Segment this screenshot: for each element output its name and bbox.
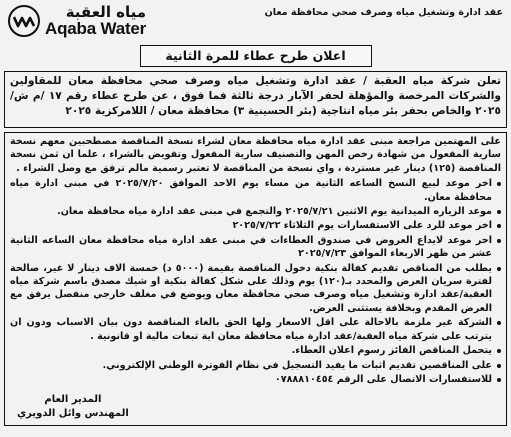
signature xyxy=(17,393,129,421)
signature-name: المهندس وائل الدويري xyxy=(17,408,129,419)
list-item: للاستفسارات الاتصال على الرقم ٠٧٨٨٨١٠٤٥٤ xyxy=(10,373,501,386)
details-intro: على المهتمين مراجعة مبنى عقد ادارة مياه محافظة معان لشراء نسخة المناقصة مصطحبين معهم نسخة سارية المفعول من شهادة رخص المهن والتصنيف سارية المفعول وتفويض بالشراء ، علما ان ثمن نسخة المناقصة (١٢٥) دينار غير مستردة ، واي نسخة من المناقصة لا تعتبر رسمية مالم ترفق مع وصل الشراء . xyxy=(10,136,501,174)
list-item: اخر موعد لايداع العروض في صندوق العطاءات في مبنى عقد ادارة مياه محافظة معان الساعه الثانية عشر من ظهر الاربعاء الموافق ٢٠٢٥/٧/٢٣ xyxy=(10,234,501,261)
list-item: على المناقصين تقديم اثبات ما يفيد التسجيل في نظام الفوترة الوطني الإلكتروني. xyxy=(10,359,501,372)
list-item: يتحمل المناقص الفائز رسوم اعلان العطاء. xyxy=(10,344,501,357)
announcement-title: اعلان طرح عطاء للمرة الثانية xyxy=(140,45,372,67)
logo-english: Aqaba Water xyxy=(45,19,147,38)
list-item: اخر موعد للرد على الاستفسارات يوم الثلاثاء ٢٠٢٥/٧/٢٢ xyxy=(10,219,501,232)
tender-summary: تعلن شركة مياه العقبة / عقد ادارة وتشغيل مياه وصرف صحي محافظة معان للمقاولين والشركات المرخصة والمؤهلة لحفر الآبار درجة ثالثة فما فوق ، عن طرح عطاء رقم ١٧ /م ش/٢٠٢٥ والخاص بحفر بئر مياه انتاجية (بئر الحسينية ٣) محافظة معان / اللامركزية ٢٠٢٥ xyxy=(4,71,507,128)
company-name: عقد ادارة وتشغيل مياه وصرف صحي محافظة معان xyxy=(264,7,503,18)
list-item: الشركة غير ملزمة بالاحالة على اقل الاسعار ولها الحق بالغاء المناقصة دون بيان الاسباب ودون ان يترتب على شركة مياه العقبة/عقد ادارة مياه محافظة معان اية تبعات مالية او قانونية . xyxy=(10,316,501,343)
tender-details xyxy=(4,132,507,426)
list-item: يطلب من المناقص تقديم كفالة بنكية دخول المناقصة بقيمة (٥٠٠٠ د) خمسة الاف دينار لا غير، صالحة لفترة سريان العرض والمحدد بـ(١٢٠) يوم وذلك على شكل كفالة بنكية او شيك مصدق باسم شركة مياه العقبة/عقد ادارة وتشغيل مياه وصرف صحي محافظة معان ويوضع في مغلف خارجي منفصل يرفق مع العرض المقدم وبخلافة يستثنى العرض. xyxy=(10,262,501,316)
signature-role: المدير العام xyxy=(44,394,102,405)
logo xyxy=(8,5,146,37)
details-list xyxy=(10,177,501,386)
water-wave-icon xyxy=(8,5,40,37)
list-item: اخر موعد لبيع النسخ الساعه الثانية من مساء يوم الاحد الموافق ٢٠٢٥/٧/٢٠ في مبنى ادارة مياه محافظة معان. xyxy=(10,177,501,204)
list-item: موعد الزياره الميدانية يوم الاثنين ٢٠٢٥/٧/٢١ والتجمع في مبنى عقد ادارة مياه محافظة معان. xyxy=(10,205,501,218)
logo-arabic: مياه العقبة xyxy=(65,3,147,21)
header xyxy=(4,3,507,43)
